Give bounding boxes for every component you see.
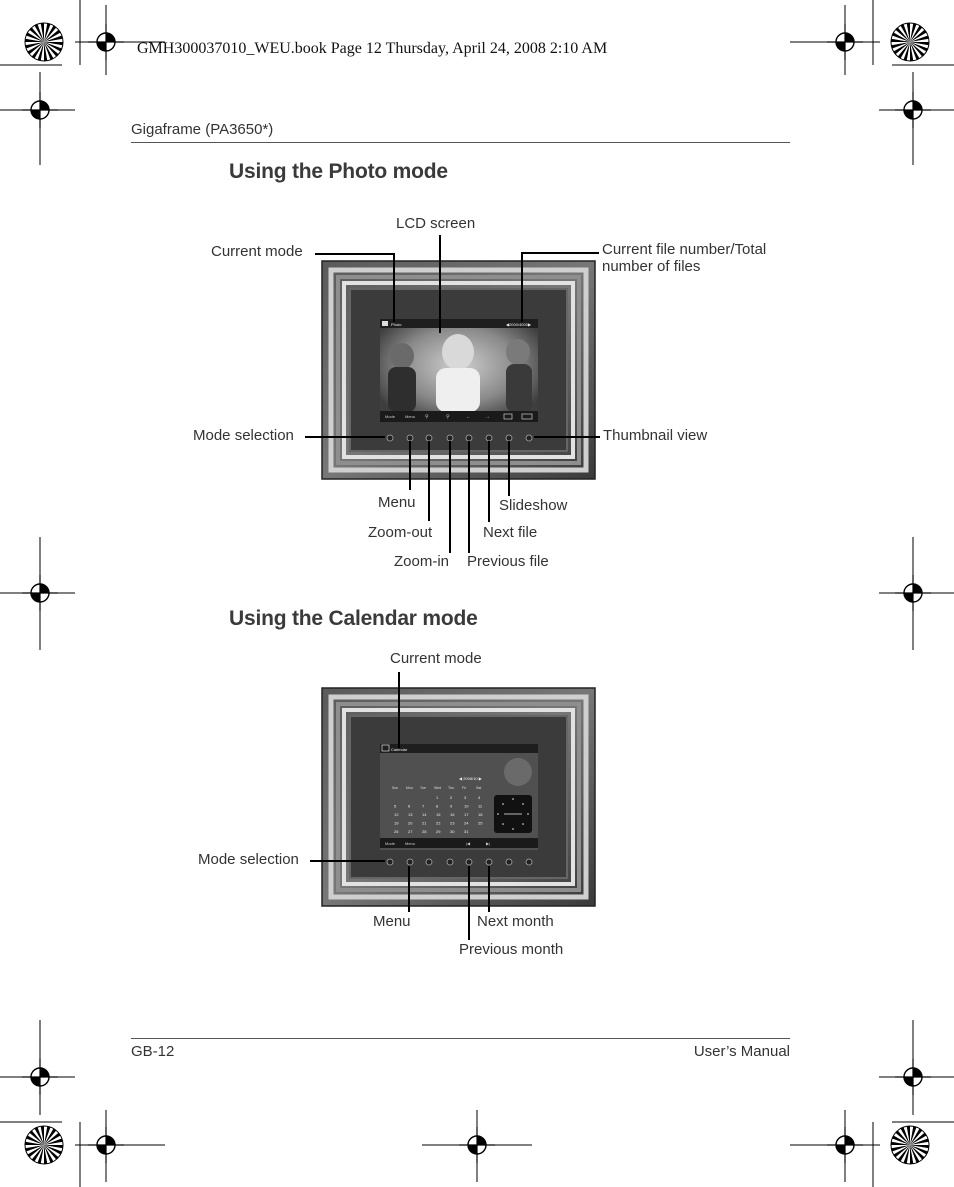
calendar-day: 21 [422,820,427,826]
calendar-day: 30 [450,829,455,834]
calendar-day: 20 [408,820,413,826]
calendar-day: 13 [408,812,413,817]
label-slideshow: Slideshow [499,497,568,514]
photo-screen-counter: ◀2000/4000▶ [506,322,532,327]
label-mode-selection: Mode selection [193,427,294,444]
print-slug: GMH300037010_WEU.book Page 12 Thursday, April 24, 2008 2:10 AM [137,40,608,57]
svg-text:→: → [485,414,490,420]
calendar-weekday: Sat [476,786,482,790]
label-next-month: Next month [477,913,554,930]
page-number: GB-12 [131,1043,175,1060]
calendar-weekday: Fri [462,786,467,790]
calendar-weekday: Sun [392,786,399,790]
calendar-day: 15 [436,812,441,817]
label-lcd-screen: LCD screen [396,215,476,232]
calendar-day: 11 [478,803,483,809]
calendar-day: 28 [422,829,427,834]
label-current-mode: Current mode [211,243,303,260]
calendar-day: 8 [436,803,439,809]
label-previous-month: Previous month [459,941,564,958]
label-menu: Menu [378,494,416,511]
label-next-file: Next file [483,524,538,541]
calendar-bar-mode: Mode [385,841,396,846]
footer-rule [131,1038,790,1039]
calendar-day: 26 [394,829,399,834]
label-calendar-menu: Menu [373,913,411,930]
calendar-day: 5 [394,803,397,809]
calendar-day: 4 [478,795,481,800]
calendar-day: 27 [408,829,413,834]
label-thumbnail-view: Thumbnail view [603,427,708,444]
calendar-weekday: Wed [434,786,442,790]
calendar-weekday: Mon [406,786,413,790]
calendar-day: 10 [464,803,469,809]
photo-mode-heading: Using the Photo mode [229,160,448,183]
calendar-screen-mode-text: Calendar [391,747,408,752]
calendar-bar-menu: Menu [405,841,416,846]
label-calendar-mode-selection: Mode selection [198,851,299,868]
calendar-weekday: Tue [420,786,426,790]
label-zoom-in: Zoom-in [394,553,450,570]
calendar-day: 29 [436,829,441,834]
label-zoom-out: Zoom-out [368,524,433,541]
photo-screen-mode-text: Photo [391,322,402,327]
calendar-day: 19 [394,820,399,826]
calendar-day: 18 [478,812,483,817]
calendar-day: 17 [464,812,469,817]
calendar-day: 1 [436,795,439,800]
calendar-day: 2 [450,795,453,800]
calendar-day: 9 [450,803,453,809]
photo-bar-mode: Mode [385,414,396,419]
calendar-month-text: ◀ 2008/10 ▶ [459,776,482,781]
label-file-counter-line1: Current file number/Total [602,241,767,258]
label-calendar-current-mode: Current mode [390,650,482,667]
calendar-day: 24 [464,820,469,826]
calendar-day: 12 [394,812,399,817]
label-file-counter-line2: number of files [602,258,701,275]
calendar-day: 22 [436,820,441,826]
calendar-weekday: Thu [448,786,455,790]
svg-text:|◀: |◀ [466,841,471,846]
calendar-day: 14 [422,812,427,817]
calendar-day: 3 [464,795,467,800]
svg-text:▶|: ▶| [486,841,491,846]
svg-text:⚲: ⚲ [446,414,450,420]
calendar-day: 31 [464,829,469,834]
label-previous-file: Previous file [467,553,549,570]
running-title: Gigaframe (PA3650*) [131,121,274,138]
photo-bar-menu: Menu [405,414,416,419]
svg-text:←: ← [466,414,471,420]
calendar-mode-heading: Using the Calendar mode [229,607,478,630]
svg-text:⚲: ⚲ [425,414,429,420]
calendar-day: 16 [450,812,455,817]
calendar-day: 23 [450,820,455,826]
calendar-day: 6 [408,803,411,809]
calendar-day: 25 [478,820,483,826]
footer-manual-title: User’s Manual [693,1043,790,1060]
calendar-day: 7 [422,803,425,809]
